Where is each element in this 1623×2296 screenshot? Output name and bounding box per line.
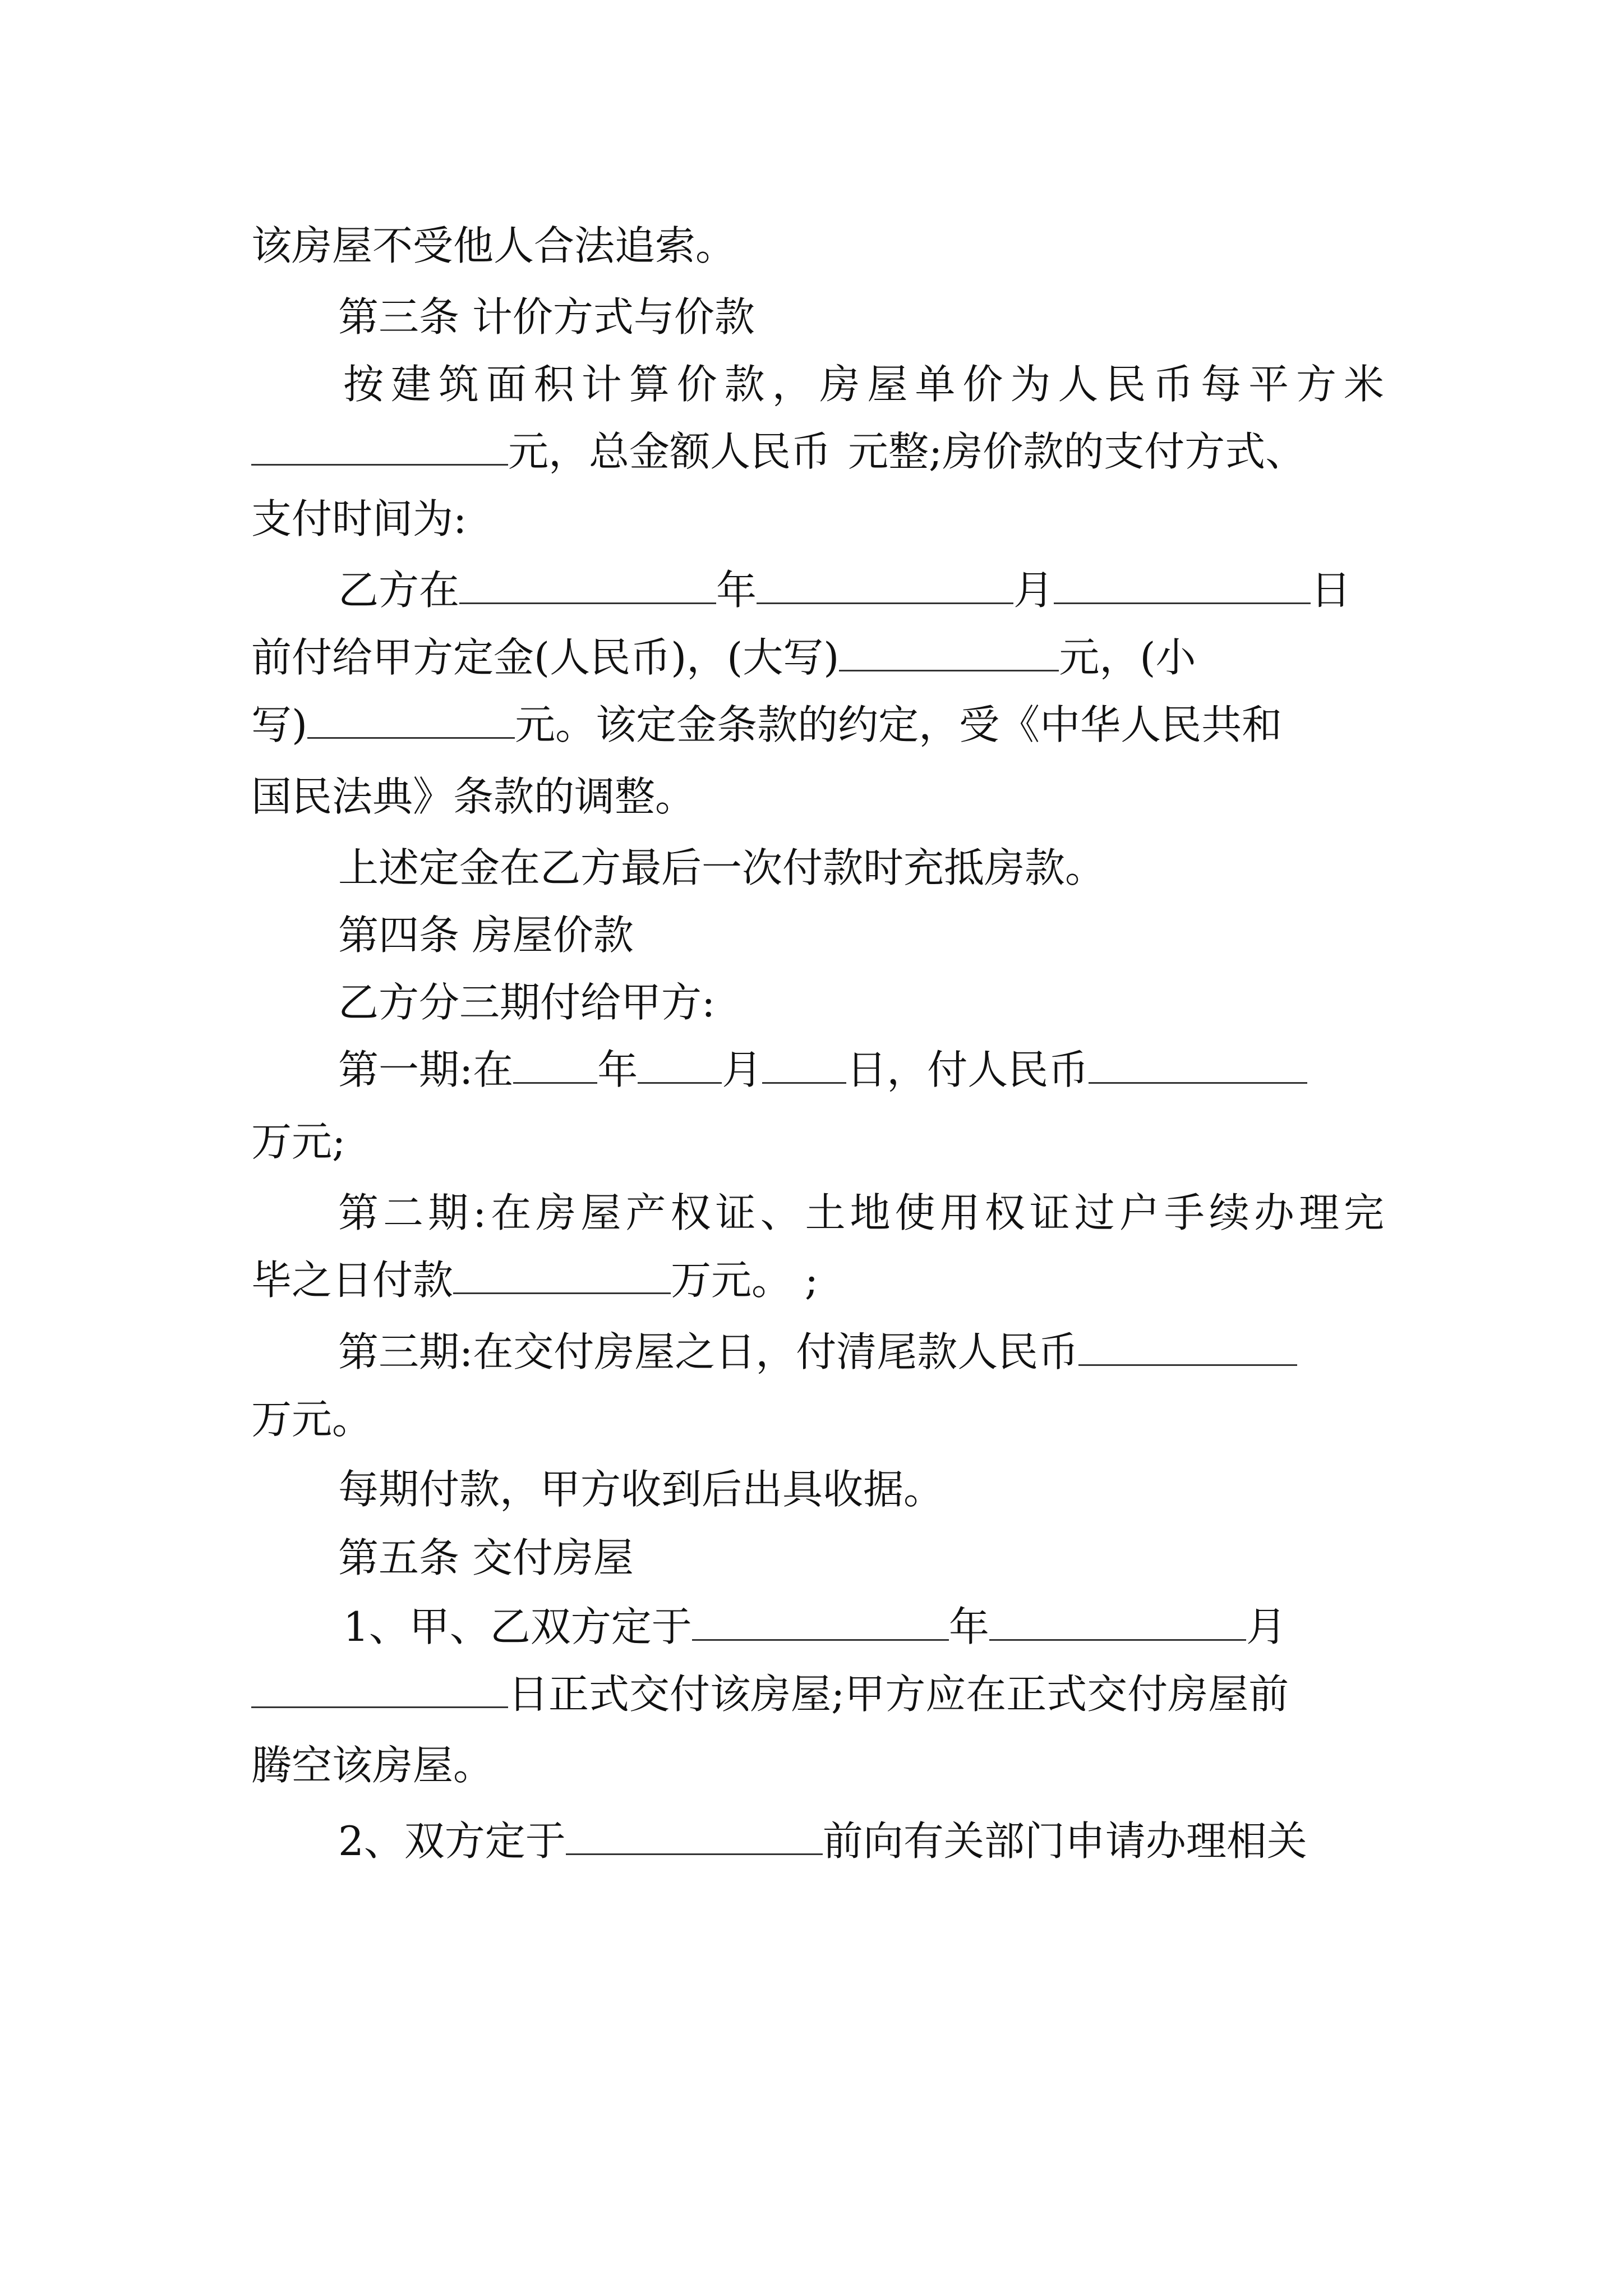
text-line: [343, 353, 1384, 415]
paragraph-text: 第一期:在: [338, 1046, 514, 1093]
article-heading: [338, 1527, 1471, 1589]
paragraph-text: 第三期:在交付房屋之日，付清尾款人民币: [338, 1328, 1079, 1375]
fill-blank[interactable]: [1054, 571, 1311, 604]
paragraph-text: 该房屋不受他人合法追索。: [251, 222, 736, 269]
text-line: [251, 488, 1384, 550]
text-line: [338, 1039, 1471, 1101]
text-line: [338, 837, 1471, 899]
paragraph-text: 月: [1013, 567, 1054, 614]
text-line: [338, 559, 1471, 621]
text-line: [338, 1810, 1471, 1872]
heading-text: 第五条 交付房屋: [338, 1534, 634, 1581]
paragraph-text: 月: [1246, 1603, 1287, 1650]
fill-blank[interactable]: [692, 1608, 949, 1641]
paragraph-text: 元整;房价款的支付方式、: [848, 428, 1306, 475]
text-line: [251, 694, 1384, 756]
text-line: [251, 1388, 1384, 1450]
paragraph-text: 2、双方定于: [338, 1818, 566, 1865]
fill-blank[interactable]: [459, 571, 716, 604]
fill-blank[interactable]: [1078, 1333, 1297, 1366]
paragraph-text: 日，付人民币: [846, 1046, 1089, 1093]
heading-text: 第三条 计价方式与价款: [338, 293, 755, 341]
paragraph-text: 万元。 ;: [671, 1257, 819, 1304]
fill-blank[interactable]: [839, 638, 1059, 671]
fill-blank[interactable]: [762, 1051, 846, 1084]
paragraph-text: 第二期:在房屋产权证、土地使用权证过户手续办理完: [338, 1189, 1384, 1236]
paragraph-text: 年: [597, 1046, 638, 1093]
paragraph-text: 每期付款，甲方收到后出具收据。: [338, 1466, 944, 1513]
paragraph-text: 腾空该房屋。: [251, 1742, 494, 1789]
text-line: [251, 421, 1384, 482]
text-line: [251, 1734, 1384, 1796]
fill-blank[interactable]: [989, 1608, 1246, 1641]
text-line: [338, 1182, 1384, 1244]
text-line: [251, 627, 1384, 688]
text-line: [251, 766, 1384, 827]
fill-blank[interactable]: [251, 432, 508, 466]
paragraph-text: 元，总金额人民币: [508, 428, 832, 475]
paragraph-text: 元，(小: [1059, 634, 1196, 681]
paragraph-text: 万元。: [251, 1396, 373, 1443]
heading-text: 第四条 房屋价款: [338, 912, 634, 959]
paragraph-text: 毕之日付款: [251, 1257, 454, 1304]
paragraph-text: 写): [251, 701, 308, 748]
text-line: [251, 215, 1384, 277]
paragraph-text: 国民法典》条款的调整。: [251, 773, 696, 820]
paragraph-text: 乙方在: [338, 567, 460, 614]
paragraph-text: 前付给甲方定金(人民币)，(大写): [251, 634, 840, 681]
fill-blank[interactable]: [1089, 1051, 1307, 1084]
paragraph-text: 月: [722, 1046, 763, 1093]
paragraph-text: 日: [1311, 567, 1352, 614]
paragraph-text: 按建筑面积计算价款，房屋单价为人民币每平方米: [343, 361, 1384, 408]
paragraph-text: 万元;: [251, 1118, 346, 1165]
paragraph-text: 年: [716, 567, 757, 614]
fill-blank[interactable]: [251, 1675, 508, 1708]
text-line: [338, 972, 1471, 1033]
fill-blank[interactable]: [453, 1261, 671, 1294]
text-line: [251, 1249, 1384, 1311]
text-line: [343, 1596, 1476, 1658]
paragraph-text: 1、甲、乙双方定于: [343, 1603, 692, 1650]
paragraph-text: 元。该定金条款的约定，受《中华人民共和: [515, 701, 1283, 748]
paragraph-text: 前向有关部门申请办理相关: [822, 1818, 1307, 1865]
fill-blank[interactable]: [513, 1051, 597, 1084]
fill-blank[interactable]: [638, 1051, 722, 1084]
paragraph-text: 乙方分三期付给甲方:: [338, 979, 716, 1026]
text-line: [338, 1321, 1471, 1383]
paragraph-text: 支付时间为:: [251, 495, 467, 542]
article-heading: [338, 286, 1471, 348]
text-line: [251, 1663, 1384, 1725]
article-heading: [338, 904, 1471, 966]
text-line: [251, 1111, 1384, 1172]
fill-blank[interactable]: [307, 706, 515, 739]
text-line: [338, 1458, 1471, 1520]
paragraph-text: 年: [948, 1603, 989, 1650]
fill-blank[interactable]: [566, 1822, 823, 1855]
paragraph-text: 日正式交付该房屋;甲方应在正式交付房屋前: [508, 1671, 1289, 1718]
fill-blank[interactable]: [757, 571, 1013, 604]
paragraph-text: 上述定金在乙方最后一次付款时充抵房款。: [338, 844, 1106, 891]
